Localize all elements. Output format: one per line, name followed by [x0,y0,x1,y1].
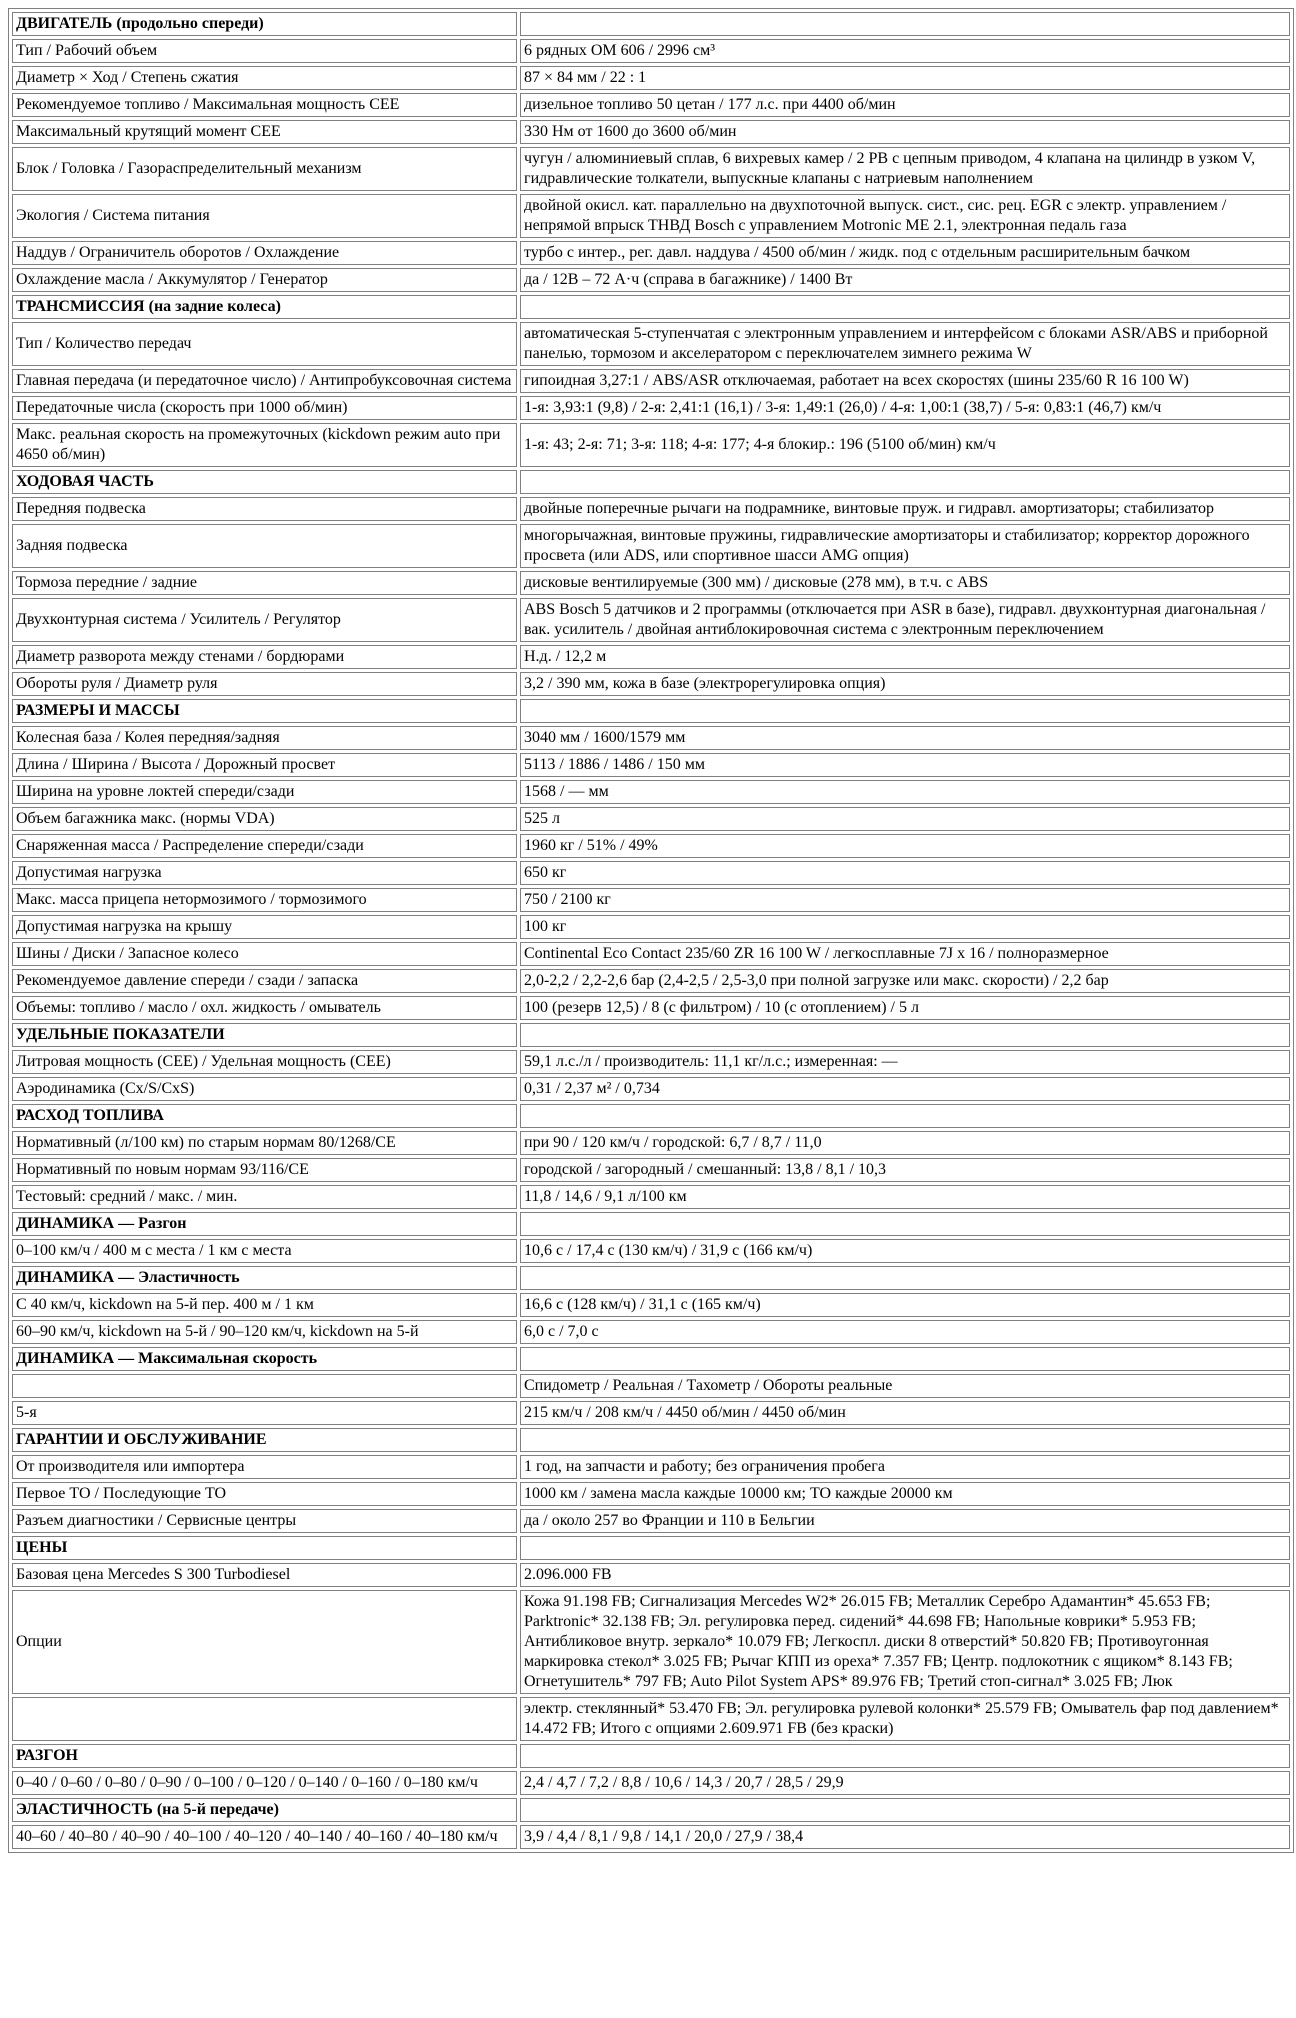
spec-label: Диаметр разворота между стенами / бордюрами [12,645,517,669]
spec-value: 3040 мм / 1600/1579 мм [520,726,1290,750]
spec-value: да / около 257 во Франции и 110 в Бельгии [520,1509,1290,1533]
spec-value: дисковые вентилируемые (300 мм) / дисковые (278 мм), в т.ч. с ABS [520,571,1290,595]
section-header-row [12,1347,1290,1371]
spec-label: Разъем диагностики / Сервисные центры [12,1509,517,1533]
table-row [12,942,1290,966]
table-row [12,645,1290,669]
table-row [12,996,1290,1020]
spec-value: 11,8 / 14,6 / 9,1 л/100 км [520,1185,1290,1209]
spec-label: Обороты руля / Диаметр руля [12,672,517,696]
spec-label: Литровая мощность (CEE) / Удельная мощность (CEE) [12,1050,517,1074]
table-row [12,1158,1290,1182]
table-row [12,915,1290,939]
section-header-row [12,1266,1290,1290]
spec-label [12,1697,517,1741]
spec-label: Колесная база / Колея передняя/задняя [12,726,517,750]
section-title: ДИНАМИКА — Разгон [12,1212,517,1236]
table-row [12,1401,1290,1425]
table-row [12,1697,1290,1741]
table-row [12,861,1290,885]
table-row [12,241,1290,265]
table-row [12,1185,1290,1209]
spec-label: Тормоза передние / задние [12,571,517,595]
spec-value [520,1347,1290,1371]
spec-value [520,1798,1290,1822]
section-header-row [12,470,1290,494]
table-row [12,969,1290,993]
section-title: ДИНАМИКА — Максимальная скорость [12,1347,517,1371]
spec-label: Базовая цена Mercedes S 300 Turbodiesel [12,1563,517,1587]
spec-value: Спидометр / Реальная / Тахометр / Обороты реальные [520,1374,1290,1398]
section-header-row [12,699,1290,723]
table-row [12,396,1290,420]
spec-value: дизельное топливо 50 цетан / 177 л.с. при 4400 об/мин [520,93,1290,117]
spec-label: Длина / Ширина / Высота / Дорожный просвет [12,753,517,777]
spec-value [520,1104,1290,1128]
spec-label: Допустимая нагрузка на крышу [12,915,517,939]
section-header-row [12,1023,1290,1047]
table-row [12,1825,1290,1849]
spec-value: 1568 / — мм [520,780,1290,804]
spec-value: 87 × 84 мм / 22 : 1 [520,66,1290,90]
spec-table [8,8,1294,1853]
spec-label: 0–40 / 0–60 / 0–80 / 0–90 / 0–100 / 0–120 / 0–140 / 0–160 / 0–180 км/ч [12,1771,517,1795]
section-title: ГАРАНТИИ И ОБСЛУЖИВАНИЕ [12,1428,517,1452]
spec-label: Аэродинамика (Cx/S/CxS) [12,1077,517,1101]
table-row [12,120,1290,144]
table-row [12,322,1290,366]
section-title: ЦЕНЫ [12,1536,517,1560]
spec-value: двойной окисл. кат. параллельно на двухпоточной выпуск. сист., сис. рец. EGR с электр. управлением / непрямой впрыск ТНВД Bosch с управлением Motronic ME 2.1, электронная педаль газа [520,194,1290,238]
spec-value [520,295,1290,319]
spec-value: 3,2 / 390 мм, кожа в базе (электрорегулировка опция) [520,672,1290,696]
section-header-row [12,1798,1290,1822]
spec-value: турбо с интер., рег. давл. наддува / 4500 об/мин / жидк. под с отдельным расширительным бачком [520,241,1290,265]
spec-label: Объем багажника макс. (нормы VDA) [12,807,517,831]
spec-label: Охлаждение масла / Аккумулятор / Генератор [12,268,517,292]
spec-label: Нормативный по новым нормам 93/116/CE [12,1158,517,1182]
table-row [12,1509,1290,1533]
spec-value: 650 кг [520,861,1290,885]
table-row [12,497,1290,521]
spec-label: Опции [12,1590,517,1694]
table-row [12,93,1290,117]
section-title: РАЗМЕРЫ И МАССЫ [12,699,517,723]
table-row [12,369,1290,393]
spec-value: 10,6 с / 17,4 с (130 км/ч) / 31,9 с (166 км/ч) [520,1239,1290,1263]
section-header-row [12,1744,1290,1768]
spec-label: Диаметр × Ход / Степень сжатия [12,66,517,90]
spec-value: 1-я: 43; 2-я: 71; 3-я: 118; 4-я: 177; 4-я блокир.: 196 (5100 об/мин) км/ч [520,423,1290,467]
section-header-row [12,1536,1290,1560]
spec-value: при 90 / 120 км/ч / городской: 6,7 / 8,7 / 11,0 [520,1131,1290,1155]
spec-value [520,1266,1290,1290]
table-row [12,753,1290,777]
spec-value: ABS Bosch 5 датчиков и 2 программы (отключается при ASR в базе), гидравл. двухконтурная диагональная / вак. усилитель / двойная антиблокировочная система с электронным переключением [520,598,1290,642]
table-row [12,1293,1290,1317]
spec-label: Задняя подвеска [12,524,517,568]
table-row [12,780,1290,804]
section-header-row [12,12,1290,36]
table-row [12,888,1290,912]
spec-value: городской / загородный / смешанный: 13,8 / 8,1 / 10,3 [520,1158,1290,1182]
spec-value [520,1023,1290,1047]
section-header-row [12,1212,1290,1236]
section-header-row [12,1428,1290,1452]
spec-value: 5113 / 1886 / 1486 / 150 мм [520,753,1290,777]
spec-label: Главная передача (и передаточное число) / Антипробуксовочная система [12,369,517,393]
section-title: РАЗГОН [12,1744,517,1768]
spec-value: 750 / 2100 кг [520,888,1290,912]
spec-value: автоматическая 5-ступенчатая с электронным управлением и интерфейсом с блоками ASR/ABS и приборной панелью, тормозом и акселератором с переключателем зимнего режима W [520,322,1290,366]
table-row [12,423,1290,467]
spec-label: С 40 км/ч, kickdown на 5-й пер. 400 м / 1 км [12,1293,517,1317]
spec-label: Шины / Диски / Запасное колесо [12,942,517,966]
spec-label: Передаточные числа (скорость при 1000 об/мин) [12,396,517,420]
spec-label: 5-я [12,1401,517,1425]
spec-value [520,470,1290,494]
spec-label: Первое ТО / Последующие ТО [12,1482,517,1506]
spec-value [520,699,1290,723]
spec-label: 60–90 км/ч, kickdown на 5-й / 90–120 км/ч, kickdown на 5-й [12,1320,517,1344]
spec-value [520,1428,1290,1452]
spec-label: Рекомендуемое давление спереди / сзади / запаска [12,969,517,993]
spec-label: Тестовый: средний / макс. / мин. [12,1185,517,1209]
spec-value: 100 кг [520,915,1290,939]
table-row [12,1455,1290,1479]
section-header-row [12,295,1290,319]
section-title: УДЕЛЬНЫЕ ПОКАЗАТЕЛИ [12,1023,517,1047]
spec-value: 6 рядных OM 606 / 2996 см³ [520,39,1290,63]
spec-label: Снаряженная масса / Распределение спереди/сзади [12,834,517,858]
spec-value: 215 км/ч / 208 км/ч / 4450 об/мин / 4450 об/мин [520,1401,1290,1425]
spec-value: 16,6 с (128 км/ч) / 31,1 с (165 км/ч) [520,1293,1290,1317]
section-header-row [12,1104,1290,1128]
spec-value: 1-я: 3,93:1 (9,8) / 2-я: 2,41:1 (16,1) / 3-я: 1,49:1 (26,0) / 4-я: 1,00:1 (38,7) / 5-я: 0,83:1 (46,7) км/ч [520,396,1290,420]
table-row [12,1320,1290,1344]
table-row [12,571,1290,595]
table-row [12,1374,1290,1398]
spec-value: многорычажная, винтовые пружины, гидравлические амортизаторы и стабилизатор; корректор дорожного просвета (или ADS, или спортивное шасси AMG опция) [520,524,1290,568]
table-row [12,1239,1290,1263]
spec-label [12,1374,517,1398]
spec-value: электр. стеклянный* 53.470 FB; Эл. регулировка рулевой колонки* 25.579 FB; Омыватель фар под давлением* 14.472 FB; Итого с опциями 2.609.971 FB (без краски) [520,1697,1290,1741]
spec-label: Рекомендуемое топливо / Максимальная мощность CEE [12,93,517,117]
spec-value: гипоидная 3,27:1 / ABS/ASR отключаемая, работает на всех скоростях (шины 235/60 R 16 100 W) [520,369,1290,393]
spec-value: 2,4 / 4,7 / 7,2 / 8,8 / 10,6 / 14,3 / 20,7 / 28,5 / 29,9 [520,1771,1290,1795]
spec-value: да / 12В – 72 А·ч (справа в багажнике) / 1400 Вт [520,268,1290,292]
table-row [12,598,1290,642]
spec-value: Кожа 91.198 FB; Сигнализация Mercedes W2* 26.015 FB; Металлик Серебро Адамантин* 45.653 FB; Parktronic* 32.138 FB; Эл. регулировка перед. сидений* 44.698 FB; Напольные коврики* 5.953 FB; Антибликовое внутр. зеркало* 10.079 FB; Легкоспл. диски 8 отверстий* 50.820 FB; Противоугонная маркировка стекол* 3.025 FB; Рычаг КПП из ореха* 7.357 FB; Центр. подлокотник с ящиком* 8.143 FB; Огнетушитель* 797 FB; Auto Pilot System APS* 89.976 FB; Третий стоп-сигнал* 3.025 FB; Люк [520,1590,1290,1694]
spec-value: двойные поперечные рычаги на подрамнике, винтовые пруж. и гидравл. амортизаторы; стабилизатор [520,497,1290,521]
spec-value [520,1536,1290,1560]
table-row [12,1077,1290,1101]
section-title: ДИНАМИКА — Эластичность [12,1266,517,1290]
spec-label: Максимальный крутящий момент CEE [12,120,517,144]
spec-label: Макс. масса прицепа нетормозимого / тормозимого [12,888,517,912]
table-row [12,834,1290,858]
spec-value: 59,1 л.с./л / производитель: 11,1 кг/л.с.; измеренная: — [520,1050,1290,1074]
spec-label: Макс. реальная скорость на промежуточных (kickdown режим auto при 4650 об/мин) [12,423,517,467]
table-row [12,66,1290,90]
spec-label: Наддув / Ограничитель оборотов / Охлаждение [12,241,517,265]
table-row [12,268,1290,292]
spec-value: 0,31 / 2,37 м² / 0,734 [520,1077,1290,1101]
spec-value [520,12,1290,36]
table-row [12,524,1290,568]
table-row [12,672,1290,696]
spec-label: Нормативный (л/100 км) по старым нормам 80/1268/CE [12,1131,517,1155]
table-row [12,1050,1290,1074]
spec-value [520,1212,1290,1236]
section-title: ХОДОВАЯ ЧАСТЬ [12,470,517,494]
spec-label: Ширина на уровне локтей спереди/сзади [12,780,517,804]
spec-value: 6,0 с / 7,0 с [520,1320,1290,1344]
spec-label: 40–60 / 40–80 / 40–90 / 40–100 / 40–120 / 40–140 / 40–160 / 40–180 км/ч [12,1825,517,1849]
spec-value: 100 (резерв 12,5) / 8 (с фильтром) / 10 (с отоплением) / 5 л [520,996,1290,1020]
spec-label: Тип / Рабочий объем [12,39,517,63]
spec-value: 2,0-2,2 / 2,2-2,6 бар (2,4-2,5 / 2,5-3,0 при полной загрузке или макс. скорости) / 2,2 бар [520,969,1290,993]
spec-table-body [12,12,1290,1849]
spec-label: От производителя или импортера [12,1455,517,1479]
spec-value: 1960 кг / 51% / 49% [520,834,1290,858]
spec-value: Н.д. / 12,2 м [520,645,1290,669]
table-row [12,147,1290,191]
section-title: ЭЛАСТИЧНОСТЬ (на 5-й передаче) [12,1798,517,1822]
spec-label: Тип / Количество передач [12,322,517,366]
table-row [12,1590,1290,1694]
spec-label: Двухконтурная система / Усилитель / Регулятор [12,598,517,642]
table-row [12,1131,1290,1155]
spec-value: 1 год, на запчасти и работу; без ограничения пробега [520,1455,1290,1479]
spec-value: 2.096.000 FB [520,1563,1290,1587]
spec-label: Экология / Система питания [12,194,517,238]
section-title: ТРАНСМИССИЯ (на задние колеса) [12,295,517,319]
spec-label: Передняя подвеска [12,497,517,521]
section-title: ДВИГАТЕЛЬ (продольно спереди) [12,12,517,36]
table-row [12,1771,1290,1795]
table-row [12,807,1290,831]
spec-label: Объемы: топливо / масло / охл. жидкость / омыватель [12,996,517,1020]
table-row [12,726,1290,750]
section-title: РАСХОД ТОПЛИВА [12,1104,517,1128]
spec-value: 330 Нм от 1600 до 3600 об/мин [520,120,1290,144]
spec-label: Блок / Головка / Газораспределительный механизм [12,147,517,191]
spec-value: 3,9 / 4,4 / 8,1 / 9,8 / 14,1 / 20,0 / 27,9 / 38,4 [520,1825,1290,1849]
table-row [12,1482,1290,1506]
table-row [12,1563,1290,1587]
spec-value: 525 л [520,807,1290,831]
spec-label: 0–100 км/ч / 400 м с места / 1 км с места [12,1239,517,1263]
spec-value: 1000 км / замена масла каждые 10000 км; ТО каждые 20000 км [520,1482,1290,1506]
spec-value: Continental Eco Contact 235/60 ZR 16 100 W / легкосплавные 7J x 16 / полноразмерное [520,942,1290,966]
spec-label: Допустимая нагрузка [12,861,517,885]
spec-value: чугун / алюминиевый сплав, 6 вихревых камер / 2 РВ с цепным приводом, 4 клапана на цилиндр в узком V, гидравлические толкатели, выпускные клапаны с натриевым наполнением [520,147,1290,191]
table-row [12,39,1290,63]
table-row [12,194,1290,238]
spec-value [520,1744,1290,1768]
